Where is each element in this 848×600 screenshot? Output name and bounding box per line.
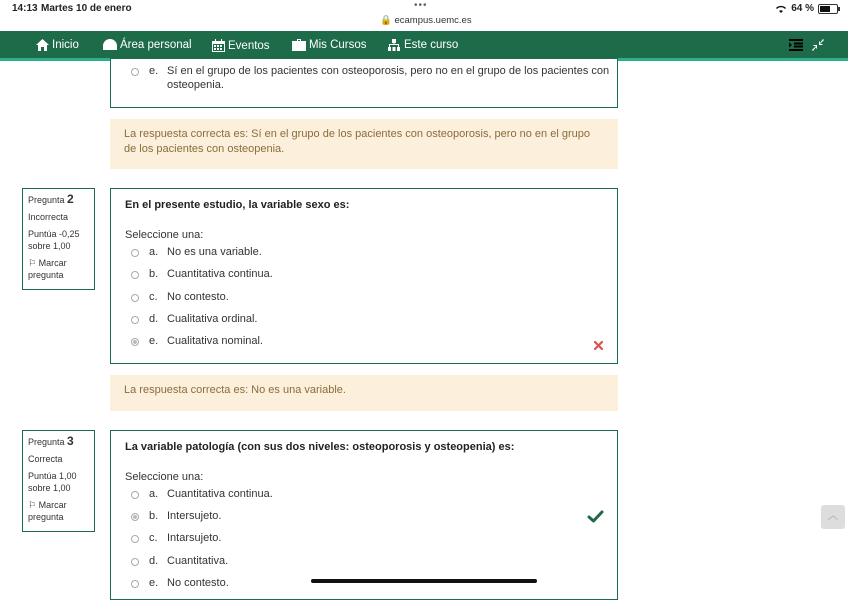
correct-checkmark-icon bbox=[587, 510, 604, 523]
battery-icon bbox=[818, 4, 838, 14]
q3-answer-b[interactable] bbox=[131, 509, 221, 523]
indent-icon bbox=[789, 39, 803, 51]
compress-button[interactable] bbox=[812, 39, 824, 54]
q3-answer-letter: c. bbox=[149, 532, 158, 544]
q3-flag[interactable] bbox=[28, 499, 89, 523]
q3-answer-text: Cuantitativa continua. bbox=[167, 488, 273, 500]
home-indicator[interactable] bbox=[311, 579, 537, 583]
lock-icon: 🔒 bbox=[380, 15, 392, 26]
battery-fill bbox=[820, 6, 830, 12]
nav-curso-label: Este curso bbox=[404, 39, 459, 51]
more-dots-icon[interactable]: ••• bbox=[414, 0, 428, 11]
nav-inicio[interactable] bbox=[36, 39, 79, 51]
status-date: Martes 10 de enero bbox=[41, 3, 132, 14]
nav-mis-cursos[interactable] bbox=[292, 39, 367, 51]
nav-eventos[interactable] bbox=[212, 39, 270, 52]
question-1-box bbox=[110, 58, 618, 108]
q3-state: Correcta bbox=[28, 454, 63, 464]
q2-radio-d[interactable] bbox=[131, 316, 139, 324]
q2-flag[interactable] bbox=[28, 257, 89, 281]
q3-answer-letter: e. bbox=[149, 577, 159, 589]
q2-answer-b[interactable] bbox=[131, 267, 273, 281]
q2-answer-text: No contesto. bbox=[167, 291, 229, 303]
q2-select-label: Seleccione una: bbox=[125, 229, 204, 241]
nav-inicio-label: Inicio bbox=[52, 39, 79, 51]
q3-answer-text: No contesto. bbox=[167, 577, 229, 589]
q2-answer-text: Cualitativa nominal. bbox=[167, 335, 263, 347]
q1-answer-letter: e. bbox=[149, 65, 159, 77]
q3-number-value: 3 bbox=[67, 434, 74, 448]
q3-answer-letter: a. bbox=[149, 488, 159, 500]
q3-answer-text: Intersujeto. bbox=[167, 510, 222, 522]
q2-answer-a[interactable] bbox=[131, 245, 262, 259]
q3-answer-a[interactable] bbox=[131, 487, 273, 501]
q3-answer-text: Intarsujeto. bbox=[167, 532, 222, 544]
q2-feedback: La respuesta correcta es: No es una variable. bbox=[110, 375, 618, 411]
q3-answer-text: Cuantitativa. bbox=[167, 555, 229, 567]
address-bar[interactable] bbox=[380, 15, 472, 26]
q2-score: Puntúa -0,25 sobre 1,00 bbox=[28, 229, 80, 251]
question-2-box bbox=[110, 188, 618, 364]
nav-cursos-label: Mis Cursos bbox=[309, 39, 367, 51]
q3-radio-d[interactable] bbox=[131, 558, 139, 566]
flag-icon: ⚐ bbox=[28, 258, 37, 268]
q2-radio-a[interactable] bbox=[131, 249, 139, 257]
q2-info bbox=[22, 188, 95, 290]
q2-answer-text: No es una variable. bbox=[167, 246, 262, 258]
q1-answer-text: Sí en el grupo de los pacientes con osteoporosis, pero no en el grupo de los pacientes con osteopenia. bbox=[167, 65, 610, 91]
q2-answer-text: Cuantitativa continua. bbox=[167, 268, 273, 280]
q2-state: Incorrecta bbox=[28, 212, 69, 222]
q2-answer-letter: c. bbox=[149, 291, 158, 303]
q2-label: Pregunta bbox=[28, 195, 65, 205]
q2-answer-c[interactable] bbox=[131, 290, 229, 304]
compress-icon bbox=[812, 39, 824, 51]
status-right bbox=[775, 3, 838, 14]
dashboard-icon bbox=[103, 39, 117, 51]
calendar-icon bbox=[212, 39, 225, 52]
q2-number bbox=[28, 193, 89, 206]
top-navbar bbox=[0, 31, 848, 61]
q1-radio-e[interactable] bbox=[131, 68, 139, 76]
question-3-box bbox=[110, 430, 618, 600]
toggle-nav-button[interactable] bbox=[789, 39, 803, 54]
nav-area-personal[interactable] bbox=[103, 39, 192, 51]
nav-eventos-label: Eventos bbox=[228, 39, 270, 52]
status-time: 14:13 bbox=[12, 3, 38, 14]
q2-radio-c[interactable] bbox=[131, 294, 139, 302]
chevron-up-icon: ︿ bbox=[828, 511, 838, 522]
status-bar bbox=[0, 0, 848, 31]
q2-answer-letter: d. bbox=[149, 313, 159, 325]
q2-answer-d[interactable] bbox=[131, 312, 258, 326]
nav-area-label: Área personal bbox=[120, 39, 192, 51]
q2-radio-e[interactable] bbox=[131, 338, 139, 346]
q1-feedback: La respuesta correcta es: Sí en el grupo de los pacientes con osteoporosis, pero no en el grupo de los pacientes con osteopenia. bbox=[110, 119, 618, 169]
q3-radio-c[interactable] bbox=[131, 535, 139, 543]
q3-question: La variable patología (con sus dos niveles: osteoporosis y osteopenia) es: bbox=[125, 441, 515, 453]
q3-answer-c[interactable] bbox=[131, 531, 221, 545]
q3-answer-d[interactable] bbox=[131, 554, 228, 568]
wifi-icon bbox=[775, 4, 787, 14]
q2-number-value: 2 bbox=[67, 192, 74, 206]
flag-icon: ⚐ bbox=[28, 500, 37, 510]
q3-score: Puntúa 1,00 sobre 1,00 bbox=[28, 471, 77, 493]
q3-answer-e[interactable] bbox=[131, 576, 229, 590]
q2-flag-label: Marcar pregunta bbox=[28, 258, 67, 280]
incorrect-icon bbox=[594, 341, 603, 350]
q3-number bbox=[28, 435, 89, 448]
q2-answer-text: Cualitativa ordinal. bbox=[167, 313, 258, 325]
q1-answer-e[interactable] bbox=[131, 64, 611, 92]
q2-answer-letter: e. bbox=[149, 335, 159, 347]
home-icon bbox=[36, 39, 49, 51]
q3-info bbox=[22, 430, 95, 532]
q2-answer-letter: a. bbox=[149, 246, 159, 258]
q3-answer-letter: b. bbox=[149, 510, 159, 522]
sitemap-icon bbox=[387, 39, 401, 51]
q3-select-label: Seleccione una: bbox=[125, 471, 204, 483]
nav-este-curso[interactable] bbox=[387, 39, 458, 51]
url-text: ecampus.uemc.es bbox=[394, 15, 472, 26]
q3-radio-a[interactable] bbox=[131, 491, 139, 499]
briefcase-icon bbox=[292, 39, 306, 51]
q3-label: Pregunta bbox=[28, 437, 65, 447]
q2-question: En el presente estudio, la variable sexo es: bbox=[125, 199, 350, 211]
q2-radio-b[interactable] bbox=[131, 271, 139, 279]
q3-flag-label: Marcar pregunta bbox=[28, 500, 67, 522]
q2-answer-letter: b. bbox=[149, 268, 159, 280]
q3-radio-b[interactable] bbox=[131, 513, 139, 521]
scroll-to-top-button[interactable] bbox=[821, 505, 845, 529]
battery-percent: 64 % bbox=[791, 3, 814, 14]
q2-answer-e[interactable] bbox=[131, 334, 263, 348]
q3-radio-e[interactable] bbox=[131, 580, 139, 588]
q3-answer-letter: d. bbox=[149, 555, 159, 567]
